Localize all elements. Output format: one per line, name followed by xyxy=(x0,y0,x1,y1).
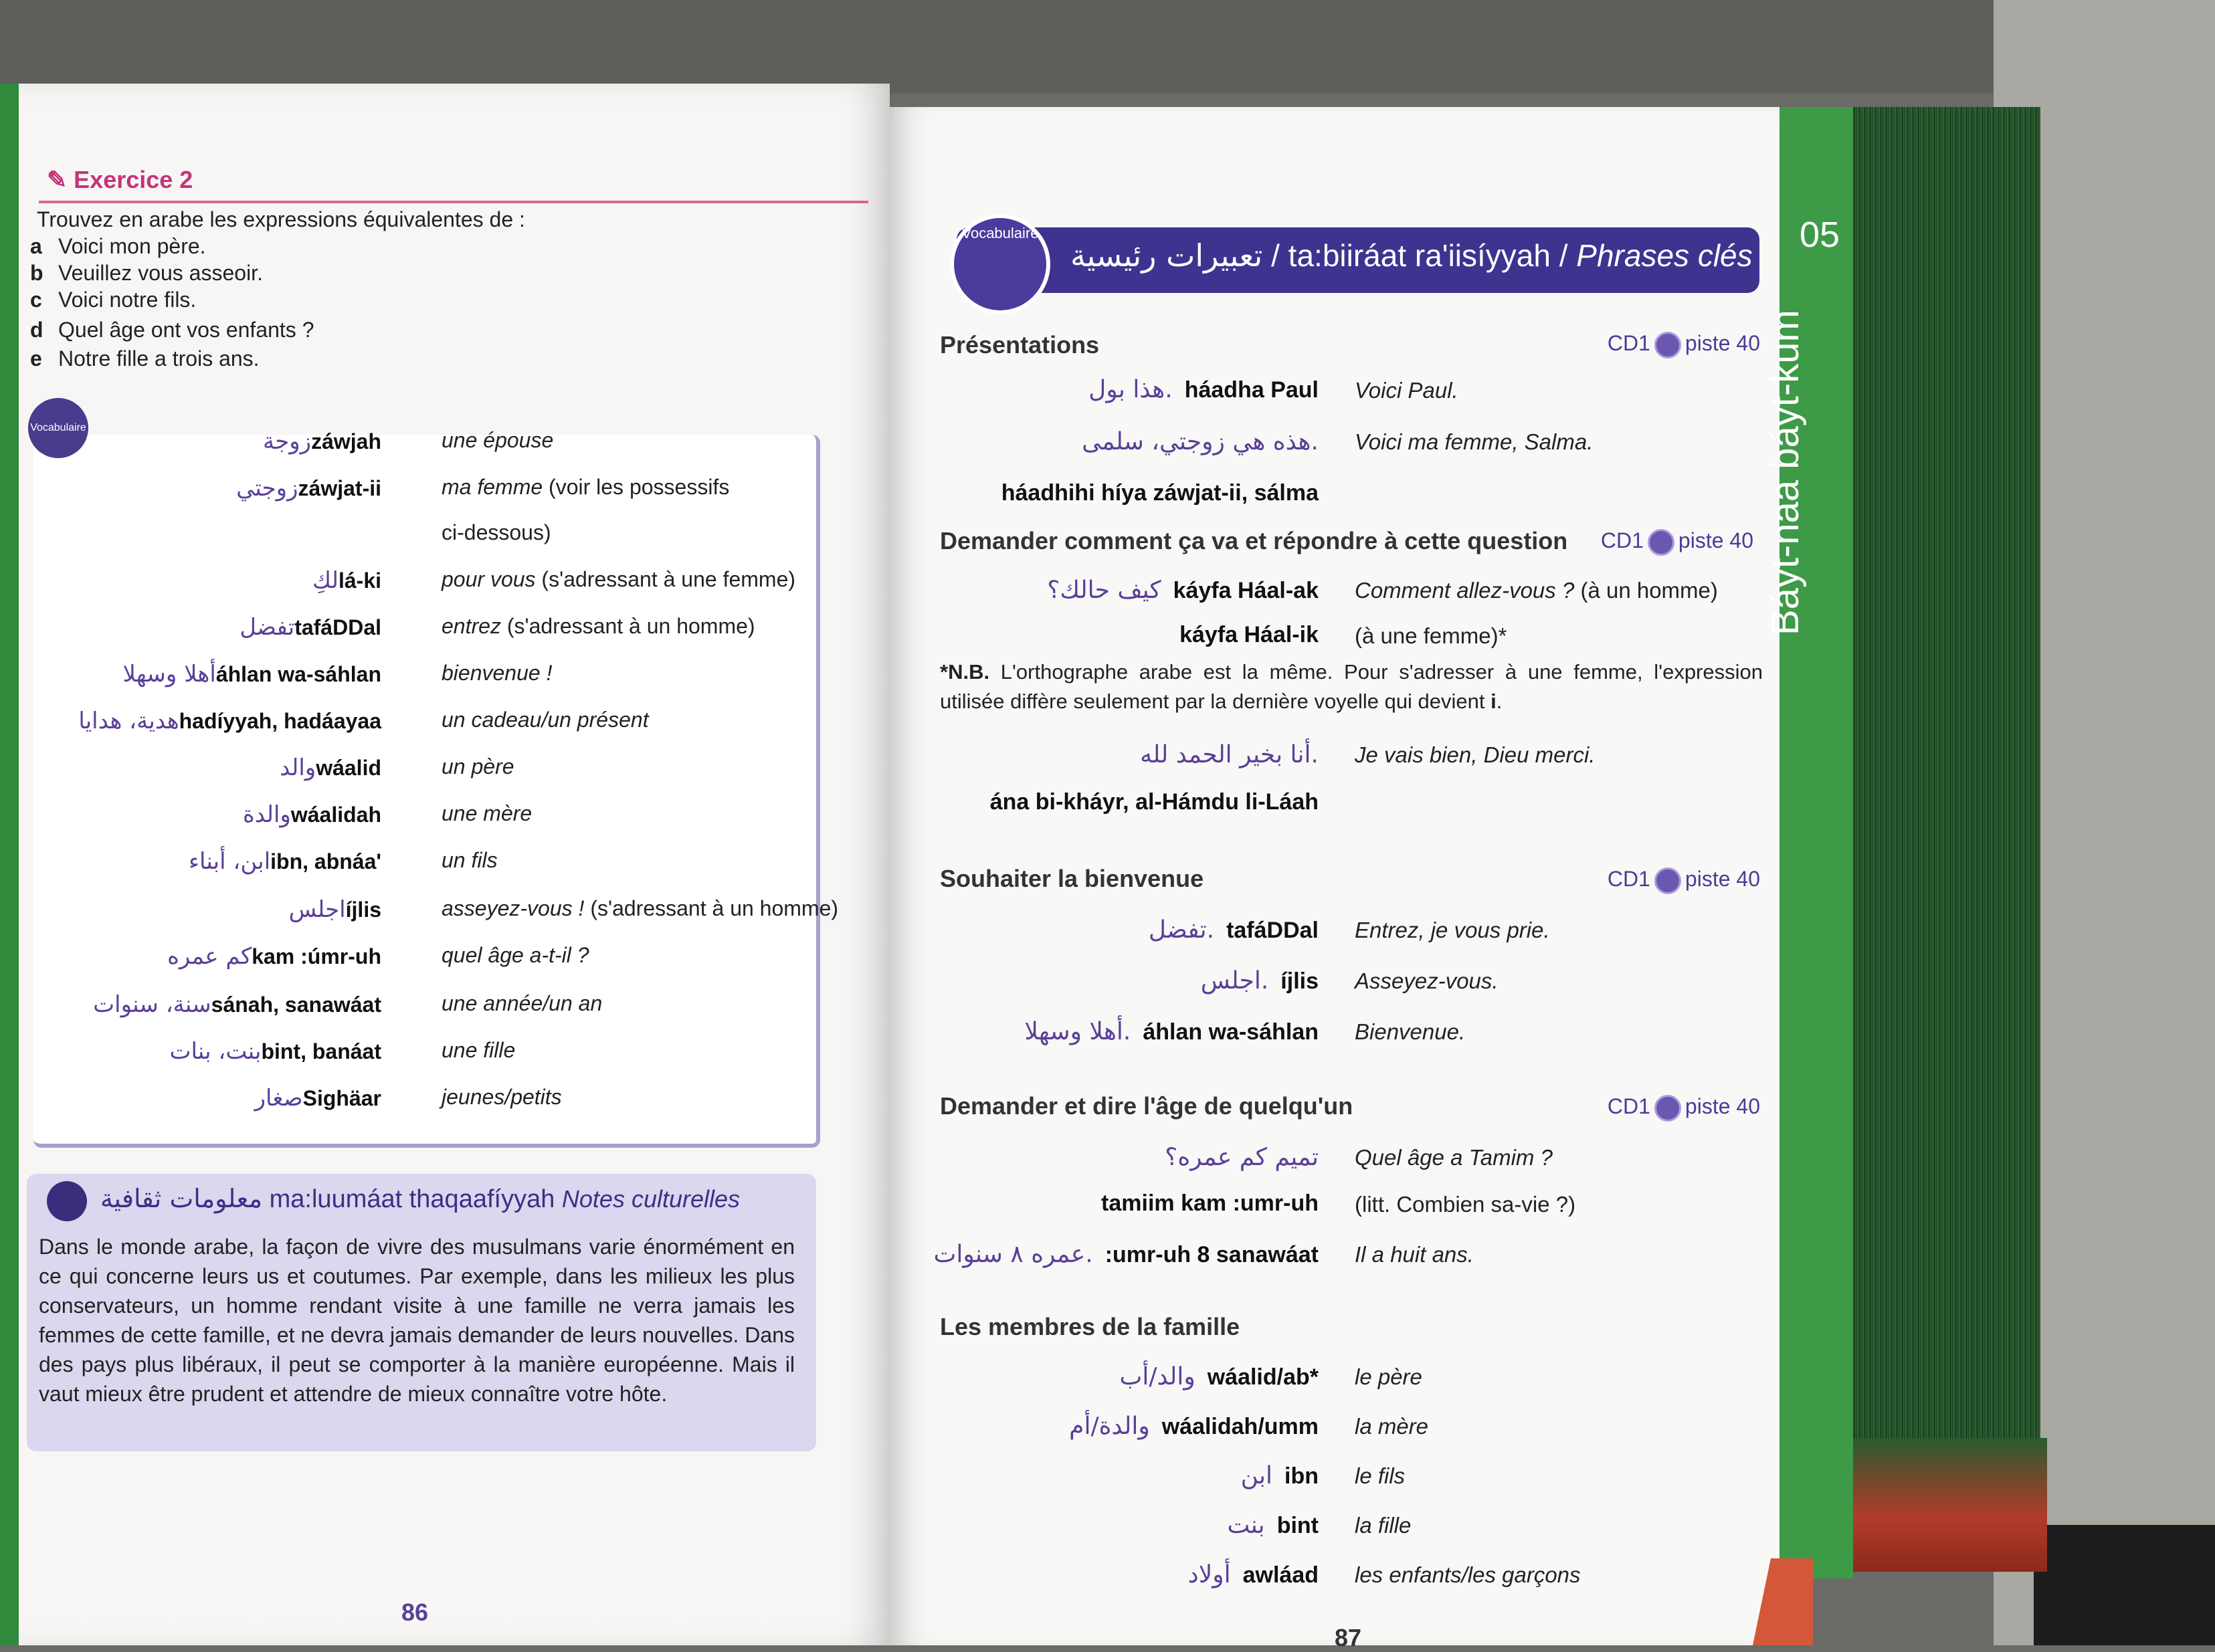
phrase-arabic: اجلس. íjlis xyxy=(1200,967,1319,995)
vocab-arabic: والدةwáalidah xyxy=(242,801,381,828)
vocab-french: ma femme (voir les possessifs xyxy=(442,475,730,499)
chapter-number: 05 xyxy=(1800,215,1840,255)
vocab-french: un cadeau/un présent xyxy=(442,708,649,732)
family-arabic: ابن ibn xyxy=(1240,1462,1319,1489)
family-french: le père xyxy=(1355,1364,1422,1389)
culture-heading xyxy=(100,1184,740,1214)
cd-icon xyxy=(1648,529,1674,556)
audio-track-label: CD1 piste 40 xyxy=(1608,331,1760,358)
vocab-french: quel âge a-t-il ? xyxy=(442,943,589,967)
vocab-row xyxy=(40,1085,809,1125)
cd-icon xyxy=(1654,332,1681,358)
section-title: Les membres de la famille xyxy=(940,1313,1240,1340)
culture-heading-tr: ma:luumáat thaqaafíyyah xyxy=(269,1185,555,1213)
phrase-french: Je vais bien, Dieu merci. xyxy=(1355,742,1596,767)
exercise-title: ✎ Exercice 2 xyxy=(47,166,193,193)
phrase-french: Comment allez-vous ? (à un homme) xyxy=(1355,578,1718,603)
phrase-transliteration: tamiim kam :umr-uh xyxy=(1101,1191,1319,1216)
phrase-french: Voici ma femme, Salma. xyxy=(1355,429,1594,454)
vocab-french: une année/un an xyxy=(442,991,603,1015)
culture-heading-fr: Notes culturelles xyxy=(561,1185,741,1213)
vocab-french: entrez (s'adressant à un homme) xyxy=(442,614,755,638)
vocab-row xyxy=(40,896,839,936)
vocab-row xyxy=(40,428,809,468)
vocab-row xyxy=(40,661,809,701)
page-number-left: 86 xyxy=(401,1598,429,1626)
vocab-french: bienvenue ! xyxy=(442,661,553,685)
book-icon: Vocabulaire xyxy=(30,422,86,433)
section-title: Présentations xyxy=(940,331,1100,358)
phrase-transliteration: háadhihi híya záwjat-ii, sálma xyxy=(1001,480,1319,506)
audio-track-label: CD1 piste 40 xyxy=(1608,1094,1760,1122)
vocab-arabic: زوجتيzáwjat-ii xyxy=(236,475,381,502)
vocab-row xyxy=(40,614,809,654)
vocab-arabic: أهلا وسهلاáhlan wa-sáhlan xyxy=(122,661,381,688)
globe-icon xyxy=(47,1181,87,1221)
family-french: la mère xyxy=(1355,1414,1429,1439)
background xyxy=(0,0,2215,94)
phrase-french: Asseyez-vous. xyxy=(1355,968,1499,993)
vocab-arabic: تفضلtafáDDal xyxy=(239,614,381,641)
phrase-french: Quel âge a Tamim ? xyxy=(1355,1145,1553,1170)
vocab-french: jeunes/petits xyxy=(442,1085,562,1109)
cd-icon xyxy=(1654,867,1681,894)
family-arabic: والدة/أم wáalidah/umm xyxy=(1069,1413,1319,1440)
phrase-arabic: هذه هي زوجتي، سلمى. xyxy=(1082,428,1319,455)
cd-icon xyxy=(1654,1095,1681,1122)
section-title: Demander comment ça va et répondre à cette question xyxy=(940,527,1568,554)
vocab-row xyxy=(40,801,809,841)
vocab-arabic: بنت، بناتbint, banáat xyxy=(169,1038,381,1065)
phrase-french: Voici Paul. xyxy=(1355,378,1458,403)
family-arabic: والد/أب wáalid/ab* xyxy=(1119,1363,1319,1390)
page-number-right: 87 xyxy=(1335,1624,1362,1651)
vocab-row xyxy=(40,1038,809,1078)
phrase-arabic: أنا بخير الحمد لله. xyxy=(1140,741,1319,768)
family-french: le fils xyxy=(1355,1463,1406,1488)
vocab-arabic: والدwáalid xyxy=(280,754,381,781)
exercise-intro: Trouvez en arabe les expressions équivalentes de : xyxy=(37,207,525,231)
phrase-transliteration: ána bi-kháyr, al-Hámdu li-Láah xyxy=(989,789,1319,815)
banner-title-fr: Phrases clés xyxy=(1576,238,1753,273)
vocab-badge-right xyxy=(950,214,1050,314)
phrase-arabic: أهلا وسهلا. áhlan wa-sáhlan xyxy=(1024,1018,1319,1045)
banner-title-tr: / ta:biiráat ra'iisíyyah / xyxy=(1271,238,1568,273)
vocab-row xyxy=(40,475,809,515)
vocab-row xyxy=(40,520,809,560)
vocab-row xyxy=(40,708,809,748)
exercise-divider xyxy=(39,201,868,203)
section-title: Demander et dire l'âge de quelqu'un xyxy=(940,1092,1353,1120)
audio-track-label: CD1 piste 40 xyxy=(1608,867,1760,894)
vocab-arabic: ابن، أبناءibn, abnáa' xyxy=(189,848,381,875)
chapter-title: Báyt-naa báyt-kum xyxy=(1763,310,1807,635)
phrase-arabic: تميم كم عمره؟ xyxy=(1165,1144,1319,1171)
family-french: la fille xyxy=(1355,1513,1412,1538)
phrase-french: (à une femme)* xyxy=(1355,623,1507,648)
book-icon: Vocabulaire xyxy=(961,225,1039,241)
vocab-row xyxy=(40,848,809,888)
banner-title-ar: تعبيرات رئيسية xyxy=(1070,237,1263,274)
exercise-item: c Voici notre fils. xyxy=(30,288,197,312)
audio-track-label: CD1 piste 40 xyxy=(1601,528,1753,556)
exercise-item: b Veuillez vous asseoir. xyxy=(30,261,263,285)
vocab-row xyxy=(40,991,809,1031)
vocab-french: un fils xyxy=(442,848,498,872)
phrase-arabic: هذا بول. háadha Paul xyxy=(1088,376,1319,403)
vocab-arabic: كم عمرهkam :úmr-uh xyxy=(167,943,381,970)
vocab-arabic: سنة، سنواتsánah, sanawáat xyxy=(93,991,381,1018)
phrase-arabic: عمره ٨ سنوات. :umr-uh 8 sanawáat xyxy=(933,1241,1319,1268)
vocab-arabic: هدية، هداياhadíyyah, hadáayaa xyxy=(78,708,381,734)
vocab-row xyxy=(40,754,809,795)
vocab-row xyxy=(40,943,809,983)
phrase-french: Bienvenue. xyxy=(1355,1019,1466,1044)
exercise-item: a Voici mon père. xyxy=(30,234,206,258)
section-title: Souhaiter la bienvenue xyxy=(940,865,1204,892)
family-arabic: أولاد awláad xyxy=(1187,1561,1319,1588)
phrase-arabic: تفضل. tafáDDal xyxy=(1148,916,1319,944)
banner-title xyxy=(1070,237,1753,274)
family-french: les enfants/les garçons xyxy=(1355,1562,1581,1587)
left-page-green-edge xyxy=(0,84,19,1645)
vocab-french: une épouse xyxy=(442,428,554,452)
vocab-french: une fille xyxy=(442,1038,516,1062)
note-text: *N.B. L'orthographe arabe est la même. Pour s'adresser à une femme, l'expression utilisée diffère seulement par la dernière voyelle qui devient i. xyxy=(940,660,1763,713)
vocab-arabic: لكِlá-ki xyxy=(312,567,381,594)
vocab-french: pour vous (s'adressant à une femme) xyxy=(442,567,796,591)
background-bottom xyxy=(2034,1525,2215,1645)
vocab-french: asseyez-vous ! (s'adressant à un homme) xyxy=(442,896,839,920)
phrase-transliteration: káyfa Háal-ik xyxy=(1179,622,1319,647)
vocab-arabic: زوجةzáwjah xyxy=(262,428,381,455)
phrase-french: (litt. Combien sa-vie ?) xyxy=(1355,1192,1576,1217)
exercise-item: e Notre fille a trois ans. xyxy=(30,346,260,371)
family-arabic: بنت bint xyxy=(1227,1512,1319,1539)
culture-text: Dans le monde arabe, la façon de vivre des musulmans varie énormément en ce qui concerne leurs us et coutumes. Par exemple, dans les milieux les plus conservateurs, un homme rendant visite à une famille ne verra jamais les femmes de cette famille, et ne devra jamais demander de leurs nouvelles. Dans des pays plus libéraux, il peut se comporter à la manière européenne. Mais il vaut mieux être prudent et attendre de mieux connaître votre hôte. xyxy=(39,1235,795,1406)
culture-heading-ar: معلومات ثقافية xyxy=(100,1184,263,1213)
vocab-arabic: صغارSighäar xyxy=(254,1085,381,1112)
phrase-french: Il a huit ans. xyxy=(1355,1242,1474,1267)
phrase-french: Entrez, je vous prie. xyxy=(1355,918,1550,942)
vocab-french: un père xyxy=(442,754,514,779)
vocab-french: une mère xyxy=(442,801,533,825)
pencil-icon: ✎ xyxy=(47,166,74,193)
vocab-french: ci-dessous) xyxy=(442,520,551,544)
vocab-arabic: اجلسíjlis xyxy=(288,896,381,923)
phrase-arabic: كيف حالك؟ káyfa Háal-ak xyxy=(1047,577,1319,604)
exercise-item: d Quel âge ont vos enfants ? xyxy=(30,318,314,342)
vocab-row xyxy=(40,567,809,607)
